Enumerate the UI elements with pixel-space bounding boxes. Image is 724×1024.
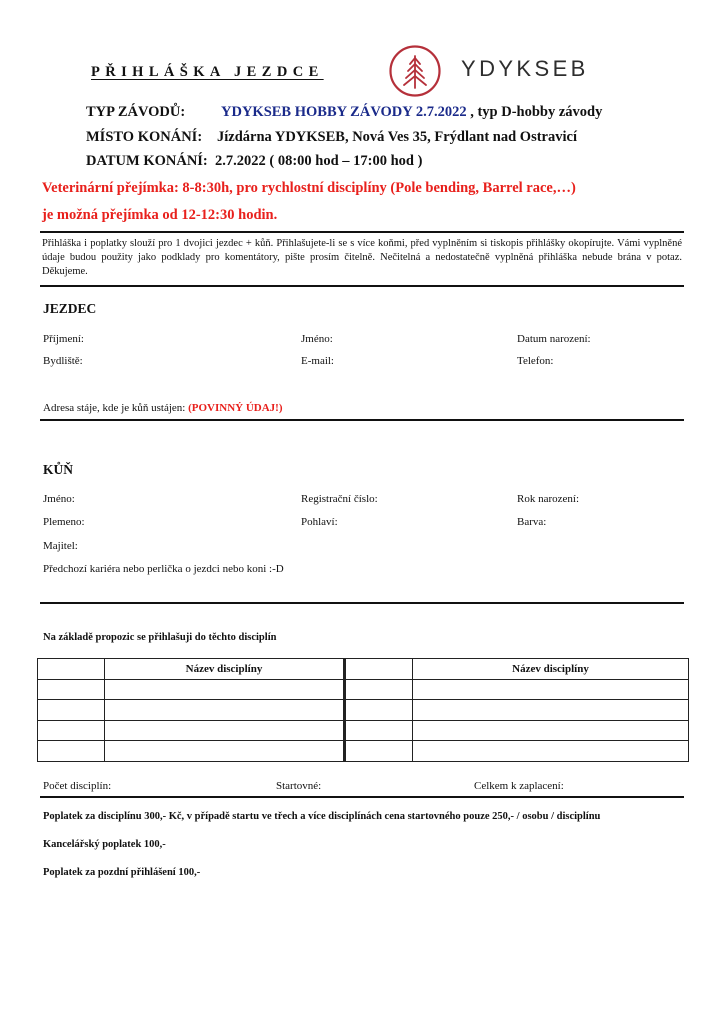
table-cell[interactable] bbox=[38, 720, 105, 741]
event-name: YDYKSEB HOBBY ZÁVODY 2.7.2022 bbox=[221, 104, 467, 120]
table-cell[interactable] bbox=[413, 700, 689, 721]
late-fee-note: Poplatek za pozdní přihlášení 100,- bbox=[43, 867, 201, 878]
table-cell[interactable] bbox=[345, 720, 413, 741]
horse-registration-field[interactable]: Registrační číslo: bbox=[301, 493, 378, 505]
event-type-label: TYP ZÁVODŮ: bbox=[86, 104, 186, 120]
table-cell[interactable] bbox=[345, 679, 413, 700]
divider bbox=[40, 796, 684, 798]
tree-logo-icon bbox=[388, 44, 442, 98]
vet-notice-line1: Veterinární přejímka: 8-8:30h, pro rychlostní disciplíny (Pole bending, Barrel race,…) bbox=[42, 180, 576, 196]
office-fee-note: Kancelářský poplatek 100,- bbox=[43, 839, 166, 850]
table-cell[interactable] bbox=[105, 720, 345, 741]
total-payment-field[interactable]: Celkem k zaplacení: bbox=[474, 780, 564, 792]
page-title: PŘIHLÁŠKA JEZDCE bbox=[91, 64, 324, 80]
table-row[interactable] bbox=[38, 741, 689, 762]
event-place-row bbox=[86, 129, 686, 149]
brand-name: YDYKSEB bbox=[461, 56, 589, 81]
event-type-value bbox=[221, 104, 602, 121]
event-type-suffix: , typ D-hobby závody bbox=[466, 104, 603, 120]
table-cell[interactable] bbox=[345, 700, 413, 721]
col-header-discipline-left: Název disciplíny bbox=[105, 659, 345, 680]
horse-owner-field[interactable]: Majitel: bbox=[43, 540, 78, 552]
event-place-label: MÍSTO KONÁNÍ: bbox=[86, 129, 203, 145]
rider-residence-field[interactable]: Bydliště: bbox=[43, 355, 83, 367]
disciplines-heading: Na základě propozic se přihlašuji do těchto disciplín bbox=[43, 632, 277, 643]
table-row[interactable] bbox=[38, 700, 689, 721]
start-fee-field[interactable]: Startovné: bbox=[276, 780, 322, 792]
discipline-count-field[interactable]: Počet disciplín: bbox=[43, 780, 112, 792]
event-type-row bbox=[86, 104, 686, 124]
vet-notice-line2: je možná přejímka od 12-12:30 hodin. bbox=[42, 207, 278, 223]
rider-birthdate-field[interactable]: Datum narození: bbox=[517, 333, 591, 345]
table-cell[interactable] bbox=[38, 679, 105, 700]
event-date-row bbox=[86, 153, 686, 173]
rider-name-field[interactable]: Jméno: bbox=[301, 333, 333, 345]
table-cell bbox=[345, 659, 413, 680]
divider bbox=[40, 419, 684, 421]
divider bbox=[40, 285, 684, 287]
table-cell[interactable] bbox=[38, 741, 105, 762]
divider bbox=[40, 602, 684, 604]
required-note: (POVINNÝ ÚDAJ!) bbox=[188, 402, 283, 414]
horse-breed-field[interactable]: Plemeno: bbox=[43, 516, 85, 528]
stable-address-field[interactable] bbox=[43, 402, 283, 414]
table-cell[interactable] bbox=[105, 700, 345, 721]
table-cell[interactable] bbox=[413, 720, 689, 741]
disciplines-table bbox=[37, 658, 689, 762]
table-cell[interactable] bbox=[105, 741, 345, 762]
horse-name-field[interactable]: Jméno: bbox=[43, 493, 75, 505]
event-date-label: DATUM KONÁNÍ: bbox=[86, 153, 208, 169]
stable-address-label: Adresa stáje, kde je kůň ustájen: bbox=[43, 402, 189, 414]
rider-surname-field[interactable]: Příjmení: bbox=[43, 333, 84, 345]
table-row[interactable] bbox=[38, 679, 689, 700]
table-cell[interactable] bbox=[345, 741, 413, 762]
event-date-value: 2.7.2022 ( 08:00 hod – 17:00 hod ) bbox=[215, 153, 423, 169]
table-cell[interactable] bbox=[413, 679, 689, 700]
intro-text: Přihláška i poplatky slouží pro 1 dvojici jezdec + kůň. Přihlašujete-li se s více koňmi, před vyplněním si tiskopis přihlášky okopírujte. Vámi vyplněné údaje budou použity jako podklady pro komentátory, pište prosím čitelně. Nečitelná a nedostatečně vyplněná přihláška nebude brána v potaz. Děkujeme. bbox=[42, 238, 682, 277]
divider bbox=[40, 231, 684, 233]
table-cell bbox=[38, 659, 105, 680]
table-header-row bbox=[38, 659, 689, 680]
horse-color-field[interactable]: Barva: bbox=[517, 516, 547, 528]
table-cell[interactable] bbox=[38, 700, 105, 721]
horse-sex-field[interactable]: Pohlaví: bbox=[301, 516, 338, 528]
discipline-fee-note: Poplatek za disciplínu 300,- Kč, v případě startu ve třech a více disciplínách cena startovného pouze 250,- / osobu / disciplínu bbox=[43, 811, 601, 822]
event-place-value: Jízdárna YDYKSEB, Nová Ves 35, Frýdlant nad Ostravicí bbox=[217, 129, 577, 145]
col-header-discipline-right: Název disciplíny bbox=[413, 659, 689, 680]
table-row[interactable] bbox=[38, 720, 689, 741]
rider-phone-field[interactable]: Telefon: bbox=[517, 355, 554, 367]
horse-birth-year-field[interactable]: Rok narození: bbox=[517, 493, 580, 505]
table-cell[interactable] bbox=[413, 741, 689, 762]
career-field[interactable]: Předchozí kariéra nebo perlička o jezdci nebo koni :-D bbox=[43, 563, 284, 575]
rider-email-field[interactable]: E-mail: bbox=[301, 355, 334, 367]
table-cell[interactable] bbox=[105, 679, 345, 700]
rider-heading: JEZDEC bbox=[43, 301, 97, 316]
horse-heading: KŮŇ bbox=[43, 462, 73, 477]
